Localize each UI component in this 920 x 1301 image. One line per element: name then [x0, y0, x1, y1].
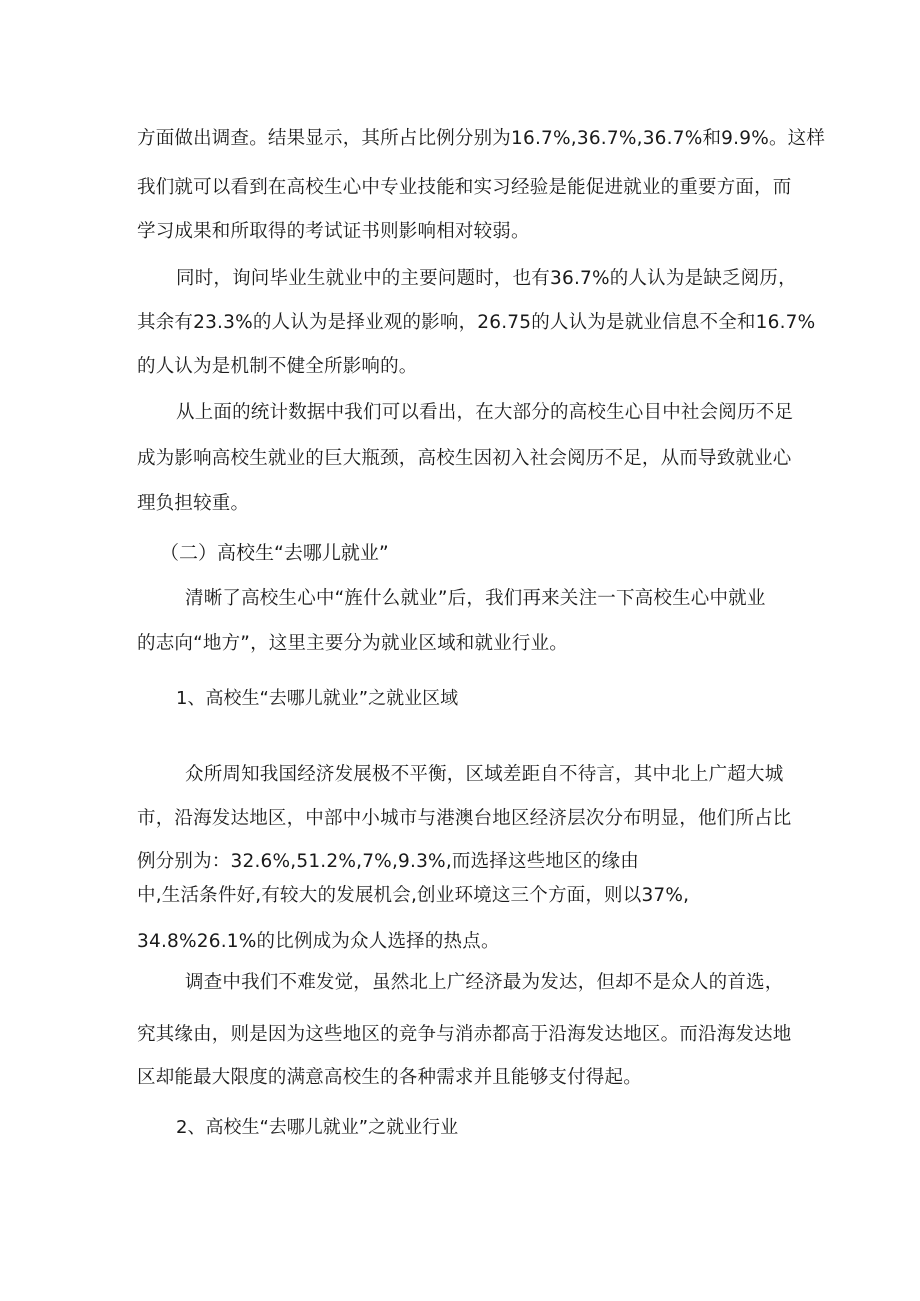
text-line: 的人认为是机制不健全所影响的。	[137, 356, 418, 377]
subheading-employment-industry: 2、高校生“去哪儿就业”之就业行业	[176, 1117, 459, 1138]
text-line: 例分别为：32.6%,51.2%,7%,9.3%,而选择这些地区的缘由	[137, 851, 639, 872]
text-line: 我们就可以看到在高校生心中专业技能和实习经验是能促进就业的重要方面，而	[137, 177, 792, 198]
text-line: 的志向“地方”，这里主要分为就业区域和就业行业。	[137, 633, 568, 654]
text-line: 方面做出调查。结果显示，其所占比例分别为16.7%,36.7%,36.7%和9.9%。这样	[137, 128, 826, 149]
text-line: 学习成果和所取得的考试证书则影响相对较弱。	[137, 221, 530, 242]
text-line: 区却能最大限度的满意高校生的各种需求并且能够支付得起。	[137, 1067, 642, 1088]
text-line: 其余有23.3%的人认为是择业观的影响，26.75的人认为是就业信息不全和16.7%	[137, 312, 816, 333]
text-line: 34.8%26.1%的比例成为众人选择的热点。	[137, 931, 500, 952]
text-line: 市，沿海发达地区，中部中小城市与港澳台地区经济层次分布明显，他们所占比	[137, 808, 792, 829]
text-line: 理负担较重。	[137, 493, 250, 514]
text-line: 究其缘由，则是因为这些地区的竞争与消赤都高于沿海发达地区。而沿海发达地	[137, 1024, 792, 1045]
text-line: 从上面的统计数据中我们可以看出，在大部分的高校生心目中社会阅历不足	[176, 402, 794, 423]
text-line: 同时，询问毕业生就业中的主要问题时，也有36.7%的人认为是缺乏阅历，	[176, 268, 797, 289]
section-heading: （二）高校生“去哪儿就业”	[160, 542, 389, 564]
text-line: 清晰了高校生心中“旌什么就业”后，我们再来关注一下高校生心中就业	[185, 588, 766, 609]
text-line: 调查中我们不难发觉，虽然北上广经济最为发达，但却不是众人的首选，	[185, 972, 784, 993]
text-line: 成为影响高校生就业的巨大瓶颈，高校生因初入社会阅历不足，从而导致就业心	[137, 448, 792, 469]
text-line: 中,生活条件好,有较大的发展机会,创业环境这三个方面，则以37%,	[137, 885, 690, 906]
text-line: 众所周知我国经济发展极不平衡，区域差距自不待言，其中北上广超大城	[185, 764, 784, 785]
subheading-employment-region: 1、高校生“去哪儿就业”之就业区域	[176, 688, 459, 709]
